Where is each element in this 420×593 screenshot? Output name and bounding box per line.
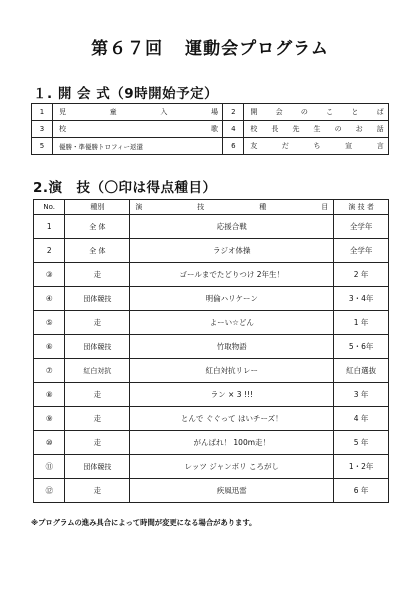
- event-performers: 1・2年: [334, 455, 389, 479]
- event-number: ⑪: [34, 455, 65, 479]
- table-row: [34, 407, 389, 431]
- event-performers: 2 年: [334, 263, 389, 287]
- event-number: ⑨: [34, 407, 65, 431]
- opening-ceremony-table: [31, 103, 389, 155]
- footnote: ※プログラムの進み具合によって時間が変更になる場合があります。: [31, 518, 257, 527]
- event-performers: 3 年: [334, 383, 389, 407]
- item-label: 開 会 の こ と ば: [244, 104, 389, 121]
- table-row: [34, 311, 389, 335]
- table-row: [34, 215, 389, 239]
- header-name-char: 種: [259, 203, 267, 211]
- header-name-char: 演: [135, 203, 143, 211]
- events-heading: 2.演 技（〇印は得点種目）: [33, 180, 217, 196]
- event-number: ⑦: [34, 359, 65, 383]
- event-type: 団体競技: [65, 335, 130, 359]
- event-type: 走: [65, 479, 130, 503]
- event-name: ゴールまでたどりつけ 2年生！: [130, 263, 334, 287]
- event-performers: 3・4年: [334, 287, 389, 311]
- item-label: 友 だ ち 宣 言: [244, 138, 389, 155]
- event-performers: 全学年: [334, 215, 389, 239]
- table-row: [34, 335, 389, 359]
- event-performers: 5 年: [334, 431, 389, 455]
- event-name: 明倫ハリケーン: [130, 287, 334, 311]
- event-number: 2: [34, 239, 65, 263]
- item-number: 1: [32, 104, 53, 121]
- event-number: ⑧: [34, 383, 65, 407]
- event-number: ③: [34, 263, 65, 287]
- table-row: [32, 121, 389, 138]
- header-type: 種別: [65, 200, 130, 215]
- header-no: No.: [34, 200, 65, 215]
- table-row: [34, 263, 389, 287]
- event-performers: 6 年: [334, 479, 389, 503]
- event-type: 団体競技: [65, 455, 130, 479]
- event-performers: 全学年: [334, 239, 389, 263]
- table-row: [34, 431, 389, 455]
- table-row: [34, 239, 389, 263]
- header-name-char: 技: [197, 203, 205, 211]
- table-row: [32, 104, 389, 121]
- event-type: 走: [65, 311, 130, 335]
- header-performers: 演 技 者: [334, 200, 389, 215]
- event-type: 全 体: [65, 239, 130, 263]
- event-name: レッツ ジャンボリ ころがし: [130, 455, 334, 479]
- event-name: 紅白対抗リレー: [130, 359, 334, 383]
- item-label: 校 長 先 生 の お 話: [244, 121, 389, 138]
- item-label: 優勝・準優勝トロフィー返還: [53, 138, 223, 155]
- item-label: 校 歌: [53, 121, 223, 138]
- event-name: よーい☆どん: [130, 311, 334, 335]
- header-name-char: 目: [321, 203, 329, 211]
- event-type: 走: [65, 431, 130, 455]
- table-row: [32, 138, 389, 155]
- event-name: とんで ぐぐって はいチーズ！: [130, 407, 334, 431]
- events-table: [33, 199, 389, 503]
- event-type: 走: [65, 383, 130, 407]
- event-number: 1: [34, 215, 65, 239]
- table-header-row: [34, 200, 389, 215]
- item-number: 5: [32, 138, 53, 155]
- item-number: 2: [223, 104, 244, 121]
- table-row: [34, 479, 389, 503]
- event-performers: 紅白選抜: [334, 359, 389, 383]
- event-name: ラン × 3 !!!: [130, 383, 334, 407]
- event-performers: 5・6年: [334, 335, 389, 359]
- event-name: ラジオ体操: [130, 239, 334, 263]
- table-row: [34, 359, 389, 383]
- item-number: 6: [223, 138, 244, 155]
- event-number: ⑫: [34, 479, 65, 503]
- event-number: ⑤: [34, 311, 65, 335]
- title-edition: 第６７回: [91, 39, 164, 59]
- event-performers: 1 年: [334, 311, 389, 335]
- event-type: 走: [65, 263, 130, 287]
- table-row: [34, 455, 389, 479]
- event-number: ⑩: [34, 431, 65, 455]
- event-number: ⑥: [34, 335, 65, 359]
- event-type: 紅白対抗: [65, 359, 130, 383]
- event-type: 全 体: [65, 215, 130, 239]
- header-event-name: [130, 200, 334, 215]
- item-number: 4: [223, 121, 244, 138]
- title-main: 運動会プログラム: [185, 39, 329, 59]
- event-type: 団体競技: [65, 287, 130, 311]
- event-name: がんばれ！ 100m走！: [130, 431, 334, 455]
- event-name: 疾風迅雷: [130, 479, 334, 503]
- item-label: 児 童 入 場: [53, 104, 223, 121]
- event-name: 竹取物語: [130, 335, 334, 359]
- event-name: 応援合戦: [130, 215, 334, 239]
- event-type: 走: [65, 407, 130, 431]
- table-row: [34, 383, 389, 407]
- item-number: 3: [32, 121, 53, 138]
- event-number: ④: [34, 287, 65, 311]
- opening-ceremony-heading: １. 開 会 式（9時開始予定）: [33, 86, 219, 102]
- event-performers: 4 年: [334, 407, 389, 431]
- page-title: [0, 34, 420, 59]
- table-row: [34, 287, 389, 311]
